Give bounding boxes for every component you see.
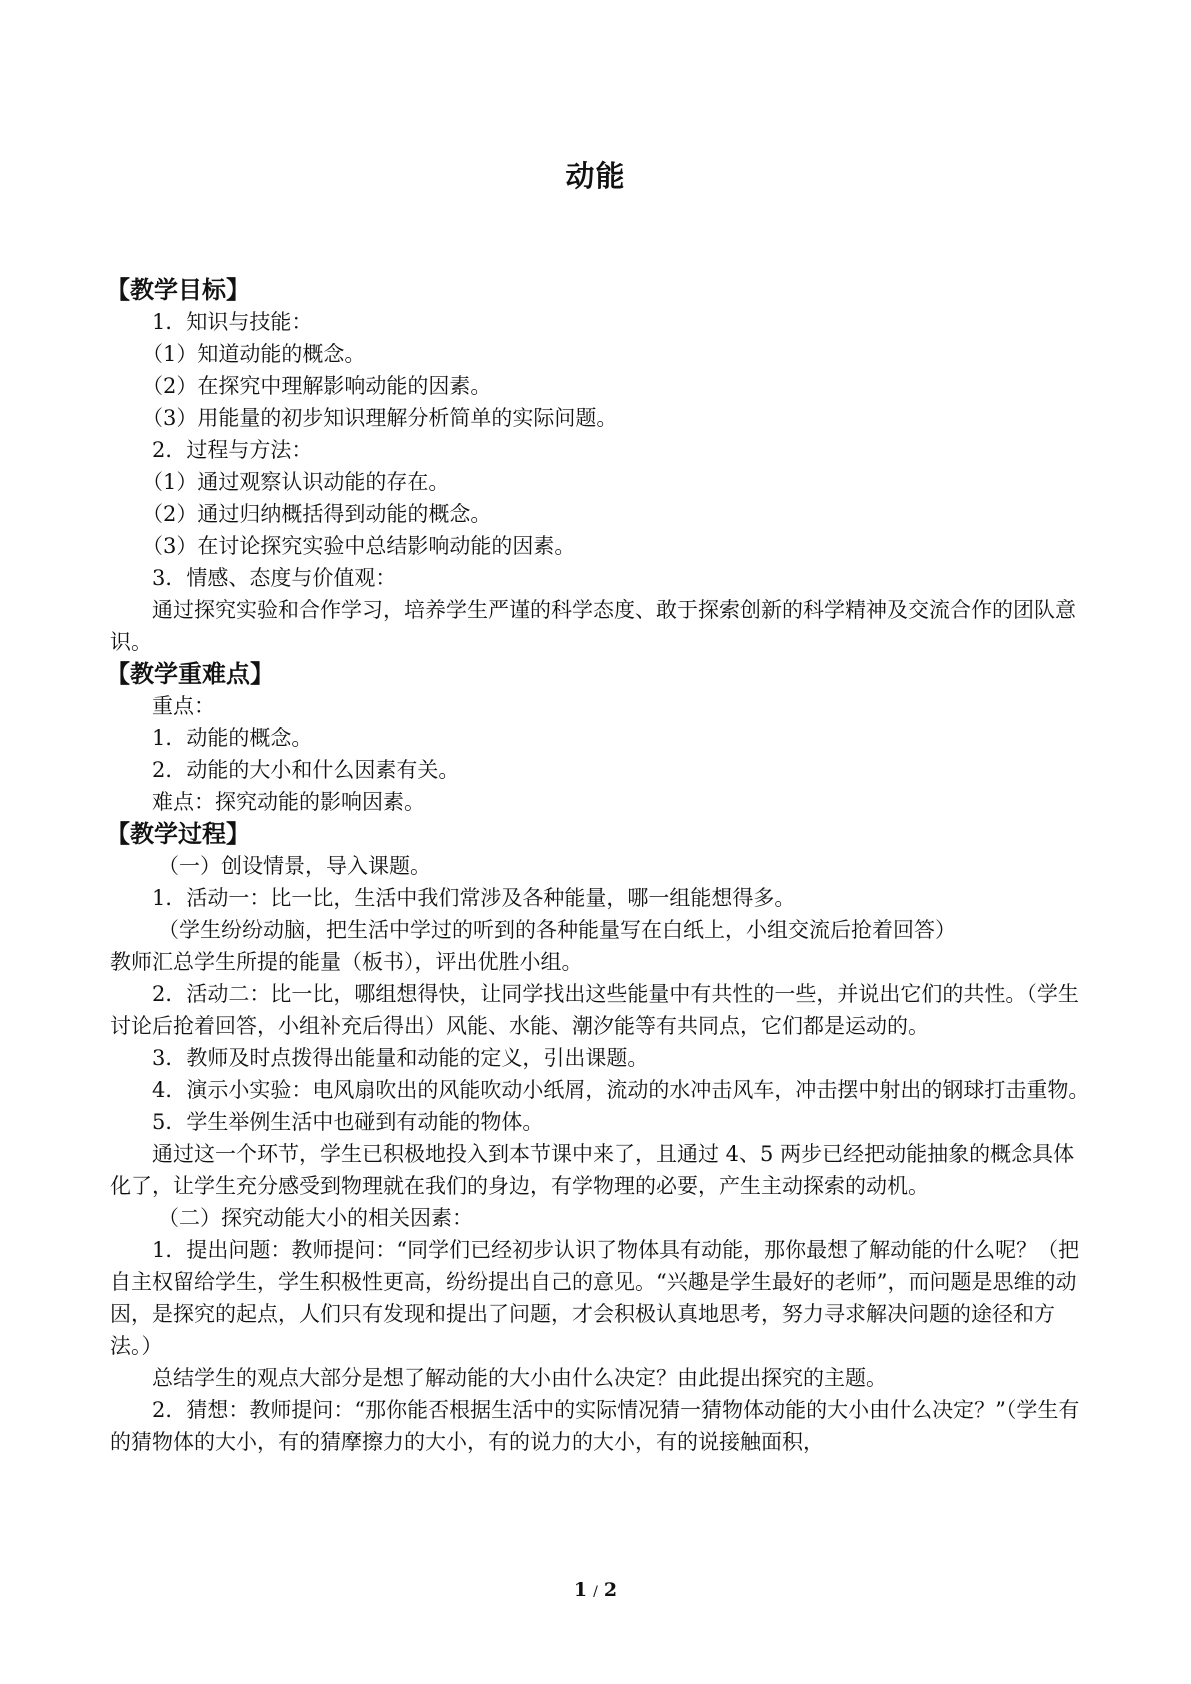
paragraph: 教师汇总学生所提的能量（板书），评出优胜小组。 [110, 950, 583, 974]
paragraph: （2）通过归纳概括得到动能的概念。 [142, 502, 492, 526]
paragraph: 5．学生举例生活中也碰到有动能的物体。 [152, 1110, 544, 1134]
section-heading-key-points: 【教学重难点】 [106, 660, 274, 688]
document-body [106, 274, 1090, 1458]
section-heading-goals: 【教学目标】 [106, 276, 250, 304]
paragraph: 通过这一个环节，学生已积极地投入到本节课中来了，且通过 4、5 两步已经把动能抽象的概念具体化了，让学生充分感受到物理就在我们的身边，有学物理的必要，产生主动探索的动机。 [110, 1142, 1075, 1198]
paragraph: 总结学生的观点大部分是想了解动能的大小由什么决定？由此提出探究的主题。 [152, 1366, 887, 1390]
current-page: 1 [573, 1579, 588, 1601]
paragraph: 2．过程与方法： [152, 438, 313, 462]
paragraph: 重点： [152, 694, 215, 718]
paragraph: （1）通过观察认识动能的存在。 [142, 470, 450, 494]
paragraph: 4．演示小实验：电风扇吹出的风能吹动小纸屑，流动的水冲击风车，冲击摆中射出的钢球打击重物。 [152, 1078, 1090, 1102]
paragraph: （2）在探究中理解影响动能的因素。 [142, 374, 492, 398]
paragraph: （二）探究动能大小的相关因素： [158, 1206, 473, 1230]
paragraph: 1．提出问题：教师提问：“同学们已经初步认识了物体具有动能，那你最想了解动能的什么呢？（把自主权留给学生，学生积极性更高，纷纷提出自己的意见。“兴趣是学生最好的老师”，而问题是思维的动因，是探究的起点，人们只有发现和提出了问题，才会积极认真地思考，努力寻求解决问题的途径和方法。） [110, 1238, 1080, 1358]
section-heading-process: 【教学过程】 [106, 820, 250, 848]
paragraph: 2．动能的大小和什么因素有关。 [152, 758, 460, 782]
paragraph: 1．知识与技能： [152, 310, 313, 334]
paragraph: 1．活动一：比一比，生活中我们常涉及各种能量，哪一组能想得多。 [152, 886, 796, 910]
paragraph: 3．教师及时点拨得出能量和动能的定义，引出课题。 [152, 1046, 649, 1070]
paragraph: （3）用能量的初步知识理解分析简单的实际问题。 [142, 406, 618, 430]
paragraph: （1）知道动能的概念。 [142, 342, 366, 366]
paragraph: （3）在讨论探究实验中总结影响动能的因素。 [142, 534, 576, 558]
page-title: 动能 [565, 159, 626, 193]
paragraph: （学生纷纷动脑，把生活中学过的听到的各种能量写在白纸上，小组交流后抢着回答） [158, 918, 956, 942]
page-separator: / [593, 1584, 598, 1600]
paragraph: 2．猜想：教师提问：“那你能否根据生活中的实际情况猜一猜物体动能的大小由什么决定？”（学生有的猜物体的大小，有的猜摩擦力的大小，有的说力的大小，有的说接触面积， [110, 1398, 1080, 1454]
paragraph: 2．活动二：比一比，哪组想得快，让同学找出这些能量中有共性的一些，并说出它们的共性。（学生讨论后抢着回答，小组补充后得出）风能、水能、潮汐能等有共同点，它们都是运动的。 [110, 982, 1079, 1038]
paragraph: 通过探究实验和合作学习，培养学生严谨的科学态度、敢于探索创新的科学精神及交流合作的团队意识。 [110, 598, 1076, 654]
paragraph: 3．情感、态度与价值观： [152, 566, 397, 590]
paragraph: 难点：探究动能的影响因素。 [152, 790, 425, 814]
total-pages: 2 [603, 1579, 618, 1601]
page-number [0, 1578, 1191, 1604]
paragraph: （一）创设情景，导入课题。 [158, 854, 431, 878]
paragraph: 1．动能的概念。 [152, 726, 313, 750]
